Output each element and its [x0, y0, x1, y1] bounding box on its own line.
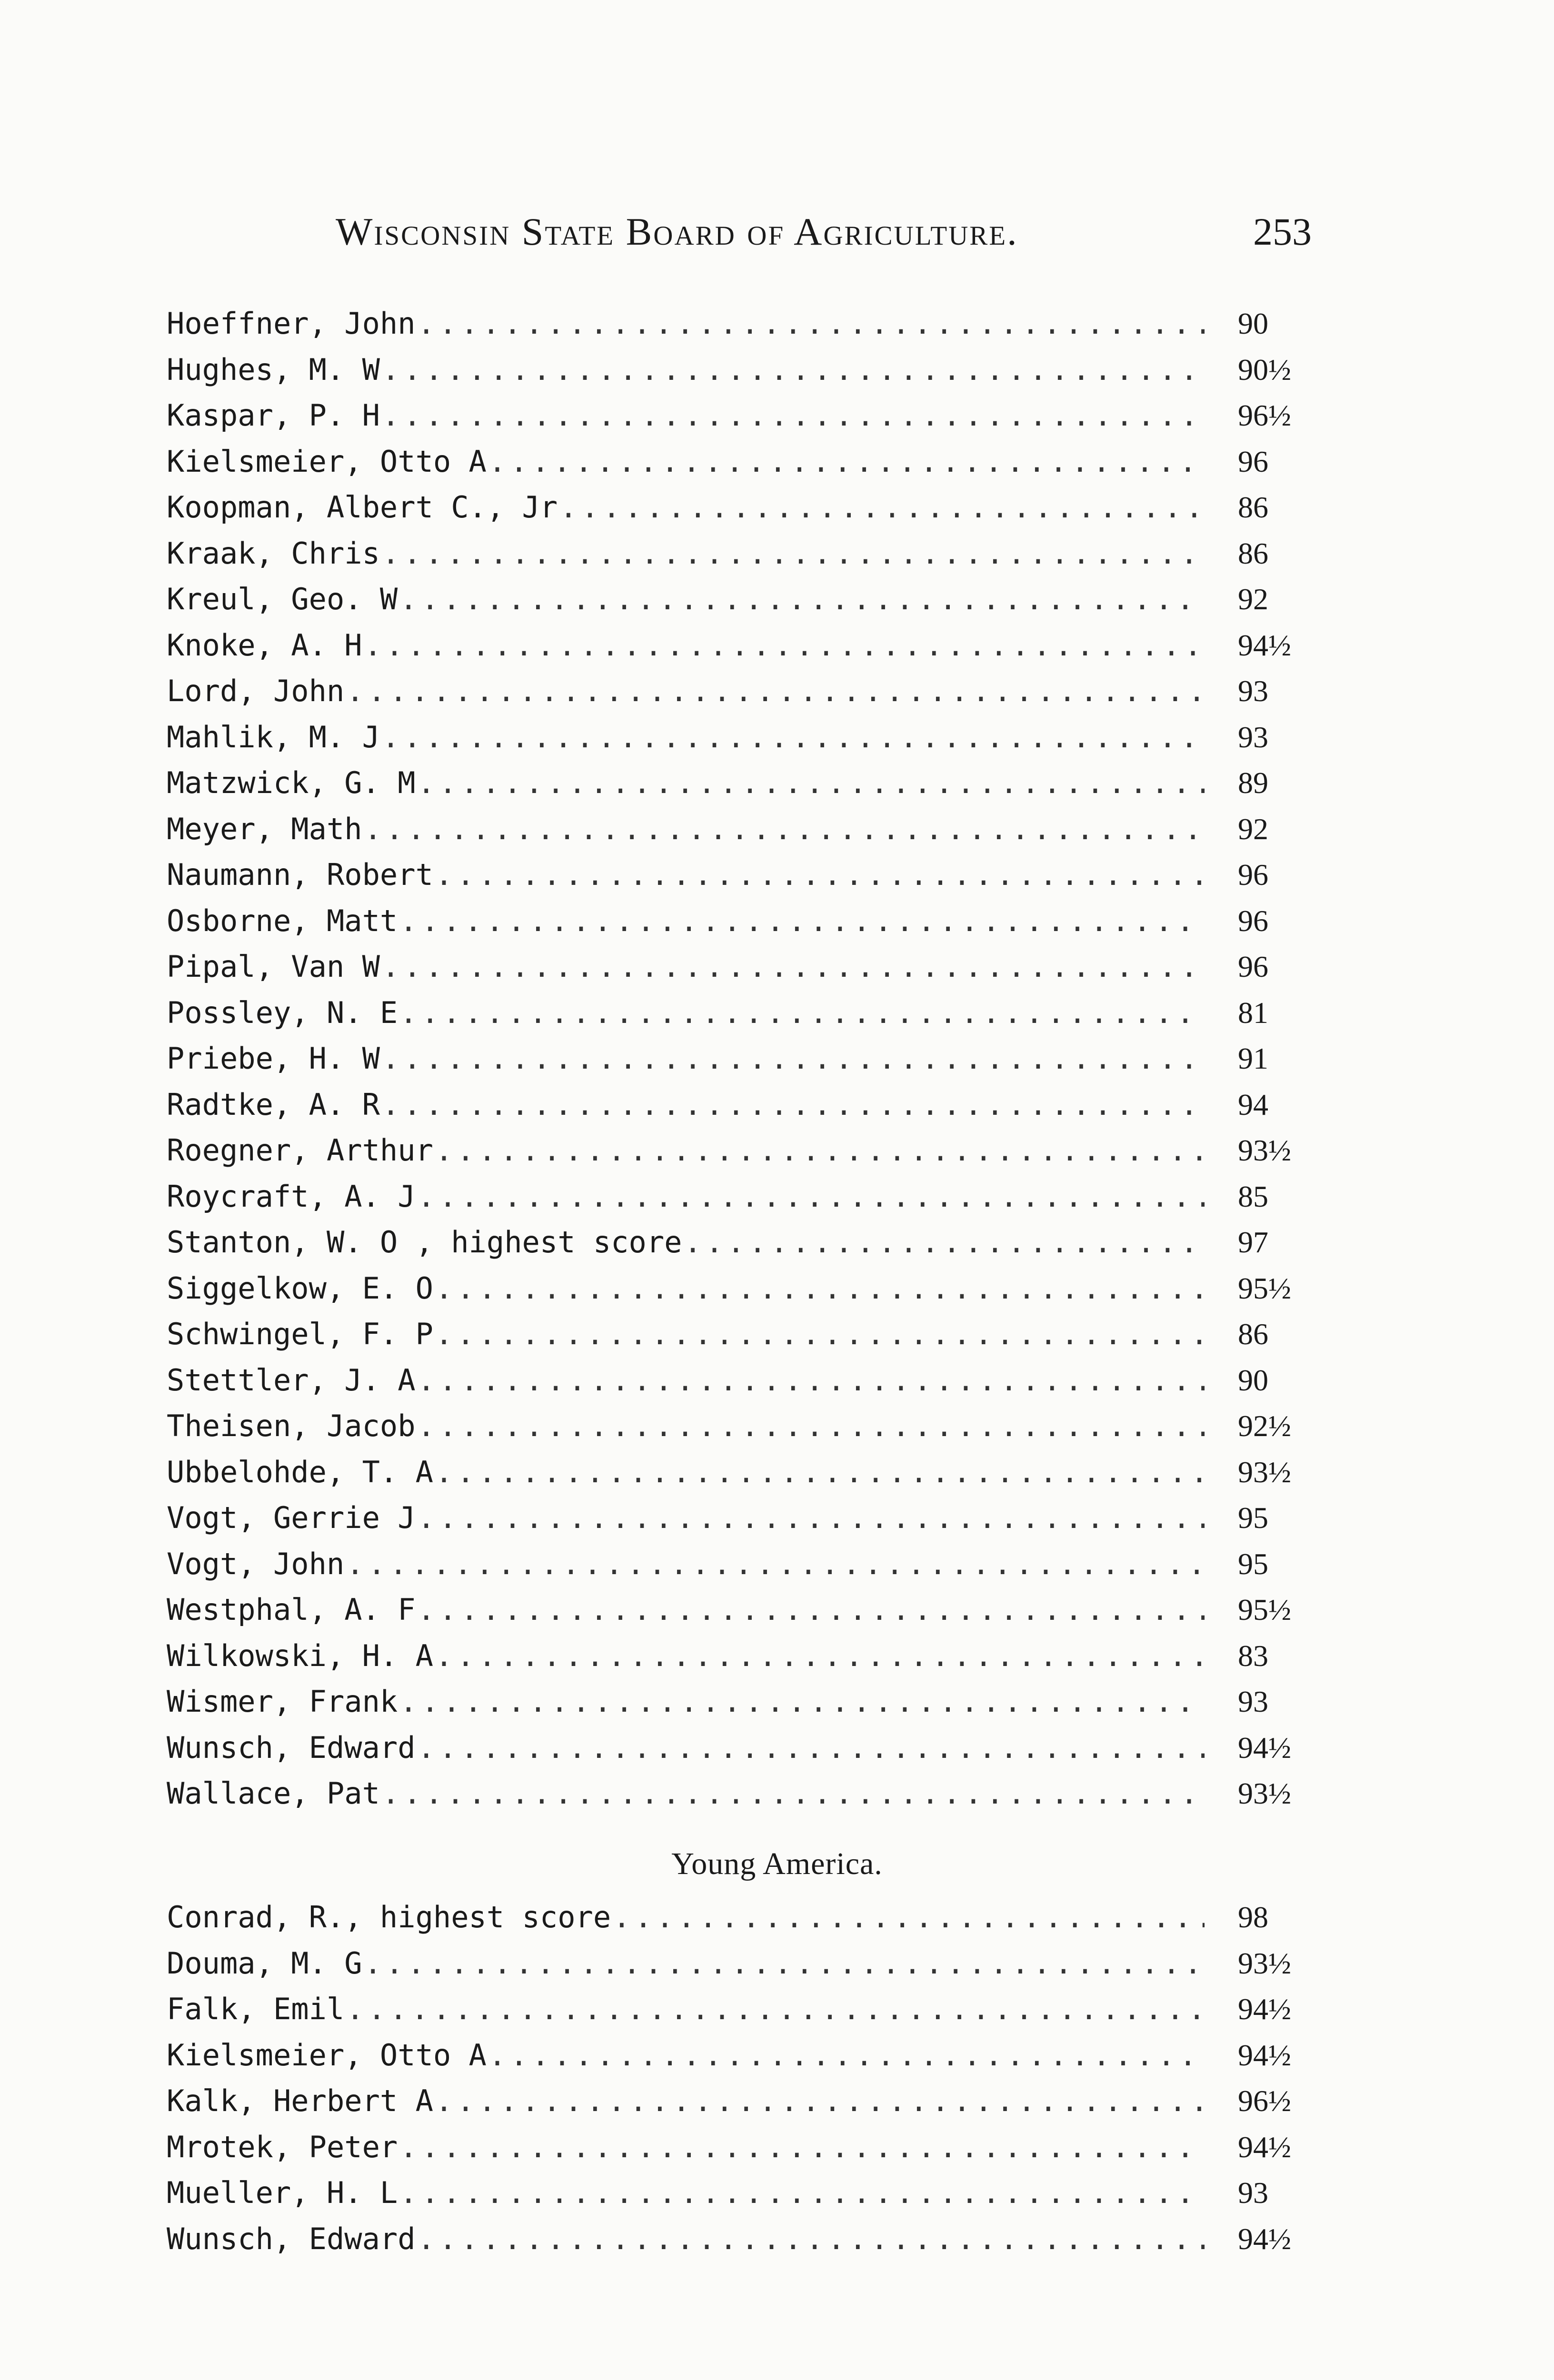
dot-leader — [418, 1403, 1205, 1449]
entrant-name: Ubbelohde, T. A — [167, 1454, 433, 1489]
entrant-score: 96 — [1238, 858, 1268, 892]
entrant-score: 93 — [1238, 720, 1268, 754]
dot-leader — [382, 347, 1205, 393]
dot-leader — [364, 806, 1205, 853]
entrant-score: 90 — [1238, 307, 1268, 340]
entrant-score: 96 — [1238, 950, 1268, 983]
entrant-name: Vogt, Gerrie J — [167, 1500, 416, 1535]
entrant-name: Naumann, Robert — [167, 857, 433, 892]
list-item — [167, 1082, 1319, 1128]
entrant-score: 95 — [1238, 1501, 1268, 1535]
entrant-name: Osborne, Matt — [167, 903, 398, 938]
dot-leader — [382, 714, 1205, 761]
list-item — [167, 1358, 1319, 1404]
list-item — [167, 1541, 1319, 1587]
list-item — [167, 714, 1319, 761]
entrant-name: Theisen, Jacob — [167, 1408, 416, 1443]
dot-leader — [418, 760, 1205, 806]
list-item — [167, 1311, 1319, 1358]
dot-leader — [399, 576, 1205, 623]
list-item — [167, 990, 1319, 1036]
entrant-score: 96 — [1238, 903, 1268, 938]
list-item — [167, 1633, 1319, 1679]
entrant-score: 96 — [1238, 444, 1268, 478]
dot-leader — [435, 1128, 1205, 1174]
dot-leader — [382, 1771, 1205, 1817]
entrant-score: 93½ — [1238, 1776, 1291, 1810]
entrant-score: 96½ — [1238, 398, 1291, 432]
dot-leader — [399, 898, 1205, 944]
entrant-score: 94½ — [1238, 628, 1291, 662]
dot-leader — [382, 944, 1205, 990]
dot-leader — [435, 1266, 1205, 1312]
list-item — [167, 1894, 1319, 1941]
entrant-score: 92½ — [1238, 1409, 1291, 1443]
entrant-score: 86 — [1238, 1317, 1268, 1351]
dot-leader — [418, 301, 1205, 347]
entrant-name: Wunsch, Edward — [167, 2221, 416, 2256]
entrant-name: Matzwick, G. M — [167, 765, 416, 800]
entrant-score: 95½ — [1238, 1593, 1291, 1626]
entrant-score: 97 — [1238, 1225, 1268, 1259]
entrant-name: Wunsch, Edward — [167, 1730, 416, 1765]
entrant-score: 90 — [1238, 1363, 1268, 1397]
list-item — [167, 806, 1319, 853]
dot-leader — [399, 990, 1205, 1036]
dot-leader — [435, 1311, 1205, 1358]
entrant-score: 95 — [1238, 1547, 1268, 1581]
dot-leader — [559, 485, 1205, 531]
entrant-score: 83 — [1238, 1638, 1268, 1673]
entrant-name: Lord, John — [167, 674, 345, 708]
entrant-name: Kielsmeier, Otto A — [167, 444, 487, 479]
list-item — [167, 898, 1319, 944]
dot-leader — [346, 668, 1205, 714]
entrant-name: Mueller, H. L — [167, 2175, 398, 2210]
entrant-name: Kielsmeier, Otto A — [167, 2037, 487, 2073]
dot-leader — [418, 1174, 1205, 1220]
list-item — [167, 1941, 1319, 1987]
entrant-name: Possley, N. E — [167, 995, 398, 1030]
dot-leader — [684, 1220, 1205, 1266]
entrant-score: 92 — [1238, 812, 1268, 846]
entrant-score: 89 — [1238, 766, 1268, 800]
entrant-name: Wismer, Frank — [167, 1684, 398, 1719]
list-item — [167, 668, 1319, 714]
dot-leader — [382, 1082, 1205, 1128]
entrant-name: Wilkowski, H. A — [167, 1638, 433, 1673]
entrant-name: Priebe, H. W — [167, 1041, 380, 1076]
entrant-score: 93 — [1238, 2176, 1268, 2210]
entrant-score: 81 — [1238, 995, 1268, 1030]
list-item — [167, 1725, 1319, 1771]
entrant-name: Wallace, Pat — [167, 1776, 380, 1811]
entrant-score: 96½ — [1238, 2084, 1291, 2118]
entrant-name: Mrotek, Peter — [167, 2129, 398, 2164]
dot-leader — [364, 1941, 1205, 1987]
dot-leader — [418, 2216, 1205, 2262]
entrant-score: 85 — [1238, 1179, 1268, 1213]
dot-leader — [435, 1633, 1205, 1679]
dot-leader — [435, 852, 1205, 898]
entrant-name: Vogt, John — [167, 1546, 345, 1581]
entrant-name: Hoeffner, John — [167, 306, 416, 341]
entrant-name: Roycraft, A. J — [167, 1179, 416, 1214]
entrant-score: 94½ — [1238, 2130, 1291, 2164]
entrant-name: Meyer, Math — [167, 811, 362, 846]
entrant-name: Kaspar, P. H — [167, 398, 380, 433]
dot-leader — [435, 1449, 1205, 1496]
list-item — [167, 1587, 1319, 1633]
list-item — [167, 576, 1319, 623]
list-item — [167, 944, 1319, 990]
entrant-name: Hughes, M. W — [167, 352, 380, 387]
dot-leader — [364, 623, 1205, 669]
dot-leader — [435, 2078, 1205, 2124]
dot-leader — [488, 439, 1205, 485]
dot-leader — [418, 1587, 1205, 1633]
dot-leader — [346, 1986, 1205, 2033]
list-item — [167, 852, 1319, 898]
entrant-score: 93½ — [1238, 1455, 1291, 1489]
dot-leader — [418, 1495, 1205, 1541]
entrant-score: 94 — [1238, 1087, 1268, 1121]
entrant-name: Douma, M. G — [167, 1945, 362, 1981]
running-title: Wisconsin State Board of Agriculture. — [336, 210, 1018, 253]
list-item — [167, 531, 1319, 577]
entrant-score: 94½ — [1238, 2038, 1291, 2072]
entrant-name: Kalk, Herbert A — [167, 2083, 433, 2118]
entrant-name: Knoke, A. H — [167, 627, 362, 663]
list-item — [167, 1220, 1319, 1266]
dot-leader — [382, 531, 1205, 577]
list-item — [167, 1174, 1319, 1220]
dot-leader — [382, 393, 1205, 439]
entrant-score: 94½ — [1238, 1730, 1291, 1765]
entrant-score: 93 — [1238, 674, 1268, 708]
section-heading: Young America. — [671, 1846, 883, 1881]
entrant-name: Stettler, J. A — [167, 1362, 416, 1398]
list-item — [167, 1128, 1319, 1174]
list-item — [167, 393, 1319, 439]
score-list-main — [167, 301, 1319, 1817]
dot-leader — [418, 1358, 1205, 1404]
list-item — [167, 2170, 1319, 2216]
entrant-name: Stanton, W. O , highest score — [167, 1225, 682, 1259]
list-item — [167, 1036, 1319, 1082]
entrant-name: Roegner, Arthur — [167, 1133, 433, 1168]
entrant-score: 92 — [1238, 582, 1268, 616]
page-number: 253 — [1253, 210, 1312, 253]
dot-leader — [613, 1894, 1205, 1941]
dot-leader — [399, 1679, 1205, 1725]
list-item — [167, 623, 1319, 669]
entrant-name: Conrad, R., highest score — [167, 1900, 611, 1934]
entrant-score: 98 — [1238, 1900, 1268, 1934]
list-item — [167, 2124, 1319, 2171]
list-item — [167, 1266, 1319, 1312]
list-item — [167, 2216, 1319, 2262]
entrant-name: Mahlik, M. J — [167, 719, 380, 754]
dot-leader — [346, 1541, 1205, 1587]
entrant-name: Siggelkow, E. O — [167, 1270, 433, 1306]
list-item — [167, 1495, 1319, 1541]
entrant-name: Kraak, Chris — [167, 536, 380, 571]
entrant-name: Kreul, Geo. W — [167, 582, 398, 616]
list-item — [167, 1679, 1319, 1725]
list-item — [167, 2033, 1319, 2079]
dot-leader — [418, 1725, 1205, 1771]
entrant-score: 95½ — [1238, 1271, 1291, 1305]
entrant-score: 86 — [1238, 490, 1268, 524]
entrant-score: 90½ — [1238, 352, 1291, 387]
list-item — [167, 485, 1319, 531]
list-item — [167, 2078, 1319, 2124]
list-item — [167, 1449, 1319, 1496]
dot-leader — [399, 2124, 1205, 2171]
list-item — [167, 347, 1319, 393]
running-header — [336, 209, 1312, 262]
entrant-name: Koopman, Albert C., Jr — [167, 490, 558, 525]
entrant-score: 91 — [1238, 1041, 1268, 1075]
entrant-score: 86 — [1238, 536, 1268, 570]
list-item — [167, 1771, 1319, 1817]
list-item — [167, 1403, 1319, 1449]
list-item — [167, 1986, 1319, 2033]
dot-leader — [488, 2033, 1205, 2079]
entrant-name: Radtke, A. R — [167, 1087, 380, 1122]
dot-leader — [399, 2170, 1205, 2216]
entrant-name: Pipal, Van W — [167, 949, 380, 984]
list-item — [167, 439, 1319, 485]
entrant-name: Falk, Emil — [167, 1992, 345, 2026]
dot-leader — [382, 1036, 1205, 1082]
entrant-score: 93 — [1238, 1685, 1268, 1718]
entrant-score: 94½ — [1238, 1992, 1291, 2026]
score-list-young-america — [167, 1894, 1319, 2262]
entrant-score: 93½ — [1238, 1946, 1291, 1980]
entrant-name: Westphal, A. F — [167, 1592, 416, 1627]
entrant-score: 93½ — [1238, 1133, 1291, 1167]
entrant-score: 94½ — [1238, 2221, 1291, 2256]
list-item — [167, 760, 1319, 806]
list-item — [167, 301, 1319, 347]
entrant-name: Schwingel, F. P — [167, 1317, 433, 1351]
